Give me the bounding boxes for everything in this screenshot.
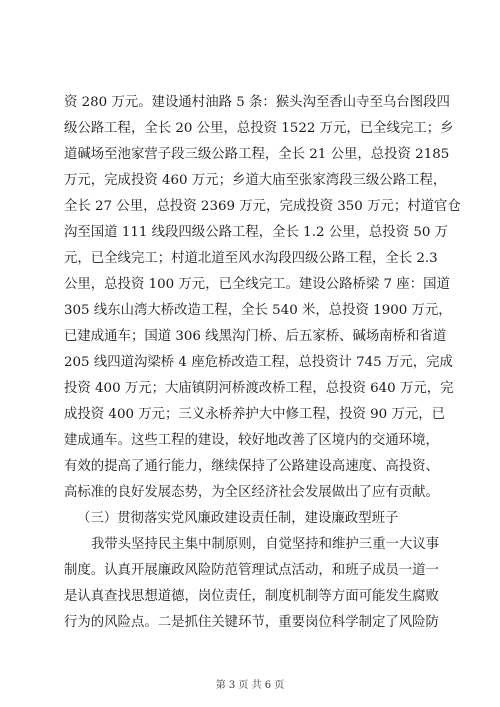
text-line: 级公路工程，全长 20 公里，总投资 1522 万元，已全线完工；乡 (64, 121, 454, 136)
text-line: 资 280 万元。建设通村油路 5 条：猴头沟至香山寺至乌台图段四 (64, 95, 450, 110)
text-line: 我带头坚持民主集中制原则，自觉坚持和维护三重一大议事 (91, 537, 440, 552)
text-line: 公里，总投资 100 万元，已全线完工。建设公路桥梁 7 座：国道 (64, 277, 450, 292)
text-line: 是认真查找思想道德，岗位责任，制度机制等方面可能发生腐败 (64, 589, 439, 604)
text-line: 高标准的良好发展态势，为全区经济社会发展做出了应有贡献。 (64, 485, 439, 500)
text-line: 建成通车。这些工程的建设，较好地改善了区境内的交通环境， (64, 433, 439, 448)
text-line: 投资 400 万元；大庙镇阴河桥渡改桥工程，总投资 640 万元，完 (64, 381, 454, 396)
section-heading: （三）贯彻落实党风廉政建设责任制，建设廉政型班子 (77, 511, 399, 526)
text-line: 已建成通车；国道 306 线黑沟门桥、后五家桥、碱场南桥和省道 (64, 329, 447, 344)
text-line: 205 线四道沟梁桥 4 座危桥改造工程，总投资计 745 万元，完成 (64, 355, 453, 370)
text-line: 万元，完成投资 460 万元；乡道大庙至张家湾段三级公路工程， (64, 173, 447, 188)
text-line: 元，已全线完工；村道北道至风水沟段四级公路工程，全长 2.3 (64, 251, 438, 266)
text-line: 全长 27 公里，总投资 2369 万元，完成投资 350 万元；村道官仓 (64, 199, 461, 214)
text-line: 305 线东山湾大桥改造工程，全长 540 米，总投资 1900 万元， (64, 303, 452, 318)
document-body (64, 90, 461, 636)
page-footer: 第 3 页 共 6 页 (215, 680, 285, 691)
text-line: 沟至国道 111 线段四级公路工程，全长 1.2 公里，总投资 50 万 (64, 225, 449, 240)
text-line: 道碱场至池家营子段三级公路工程，全长 21 公里，总投资 2185 (64, 147, 450, 162)
text-line: 制度。认真开展廉政风险防范管理试点活动，和班子成员一道一 (64, 563, 439, 578)
text-line: 成投资 400 万元；三义永桥养护大中修工程，投资 90 万元，已 (64, 407, 445, 422)
text-line: 行为的风险点。二是抓住关键环节，重要岗位科学制定了风险防 (64, 615, 439, 630)
text-line: 有效的提高了通行能力，继续保持了公路建设高速度、高投资、 (64, 459, 439, 474)
